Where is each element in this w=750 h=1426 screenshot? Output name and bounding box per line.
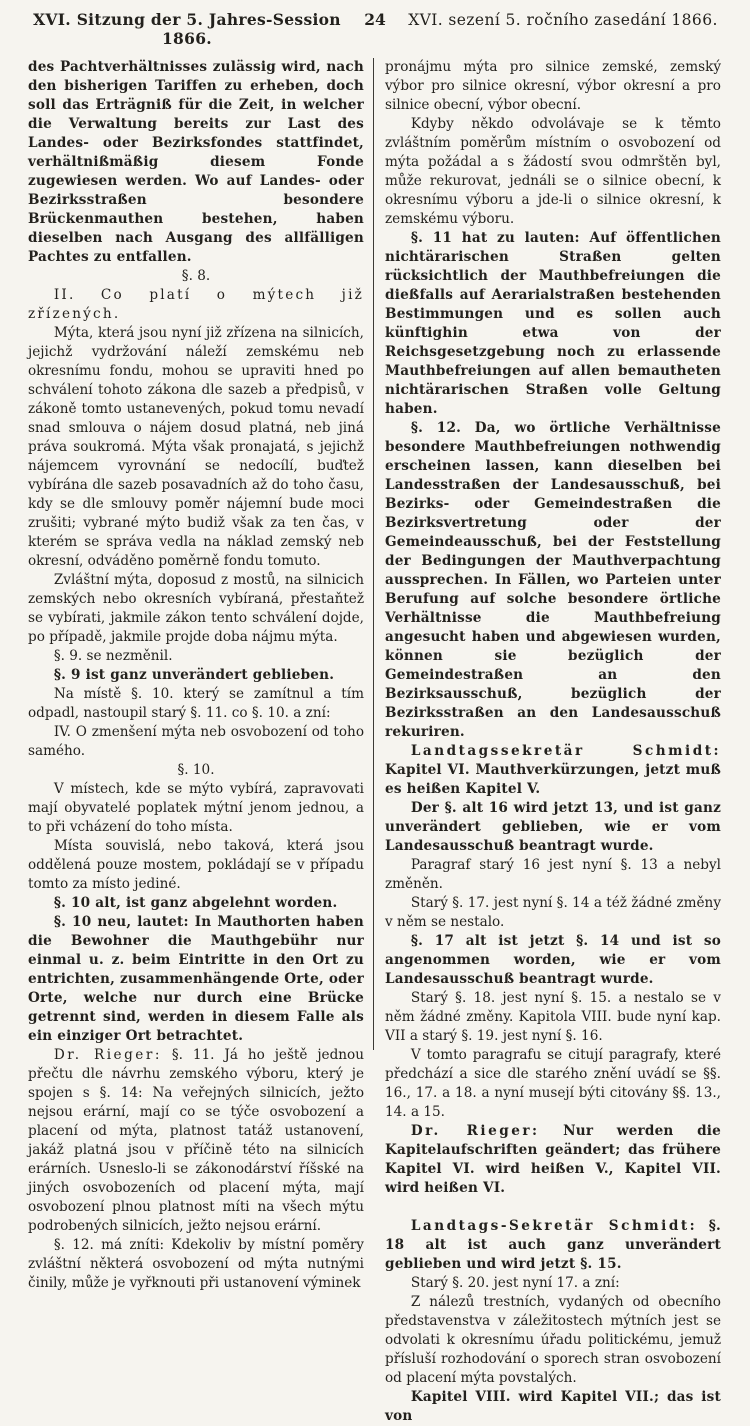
paragraph: §. 12. Da, wo örtliche Verhältnisse besondere Mauthbefreiungen nothwendig erscheinen lassen, kann dieselben bei Landesstraßen der Landesausschuß, bei Bezirks- oder Gemeindestraßen die Bezirksvertretung oder der Gemeindeausschuß, bei der Feststellung der Bedingungen der Mauthverpachtung aussprechen. In Fällen, wo Parteien unter Berufung auf solche besondere örtliche Verhältnisse die Mauthbefreiung angesucht haben und abgewiesen wurden, können sie bezüglich der Gemeindestraßen an den Bezirksausschuß, bezüglich der Bezirksstraßen an den Landesausschuß rekuriren. <box>385 420 721 740</box>
paragraph: Dr. Rieger: Nur werden die Kapitelaufschriften geändert; das frühere Kapitel VI. wird heißen V., Kapitel VII. wird heißen VI. <box>385 1123 721 1196</box>
paragraph: des Pachtverhältnisses zulässig wird, nach den bisherigen Tariffen zu erheben, doch soll das Erträgniß für die Zeit, in welcher die Verwaltung bereits zur Last des Landes- oder Bezirksfondes stattfindet, verhältnißmäßig diesem Fonde zugewiesen werden. Wo auf Landes- oder Bezirksstraßen besondere Brückenmauthen bestehen, haben dieselben nach Ausgang des allfälligen Pachtes zu entfallen. <box>28 59 364 265</box>
paragraph: Kdyby někdo odvolávaje se k těmto zvláštním poměrům místním o osvobození od mýta požádal a s žádostí svou odmrštěn byl, může rekurovat, jednáli se o silnice obecní, k okresnímu výboru a jde-li o silnice okresní, k zemskému výboru. <box>385 116 721 227</box>
paragraph: §. 11 hat zu lauten: Auf öffentlichen nichtärarischen Straßen gelten rücksichtlich der Mauthbefreiungen die dießfalls auf Aerarialstraßen bestehenden Bestimmungen und es sollen auch künftighin etwa von der Reichsgesetzgebung noch zu erlassende Mauthbefreiungen auf allen bemautheten nichtärarischen Straßen volle Geltung haben. <box>385 230 721 417</box>
paragraph: §. 10. <box>177 762 215 778</box>
page-number: 24 <box>364 10 386 29</box>
header-title-czech: XVI. sezení 5. ročního zasedání 1866. <box>408 11 718 29</box>
paragraph: Starý §. 20. jest nyní 17. a zní: <box>410 1275 620 1291</box>
paragraph: Kapitel VIII. wird Kapitel VII.; das ist von <box>385 1389 721 1424</box>
paragraph: Landtags-Sekretär Schmidt: §. 18 alt ist auch ganz unverändert geblieben und wird jetzt §. 15. <box>385 1218 721 1272</box>
speaker-name: Landtagssekretär Schmidt: <box>410 743 721 759</box>
paragraph: IV. O zmenšení mýta neb osvobození od toho samého. <box>28 724 364 759</box>
paragraph: Na místě §. 10. který se zamítnul a tím odpadl, nastoupil starý §. 11. co §. 10. a zní: <box>28 686 364 721</box>
paragraph: §. 10 alt, ist ganz abgelehnt worden. <box>53 895 338 911</box>
paragraph: Der §. alt 16 wird jetzt 13, und ist ganz unverändert geblieben, wie er vom Landesausschuß beantragt wurde. <box>385 800 721 854</box>
paragraph: Z nálezů trestních, vydaných od obecního představenstva v záležitostech mýtních jest se odvolati k okresnímu úřadu politickému, jemuž přísluší rozhodování o sporech stran osvobození od placení mýta povstalých. <box>385 1294 721 1386</box>
paragraph: §. 9 ist ganz unverändert geblieben. <box>53 667 335 683</box>
paragraph: V místech, kde se mýto vybírá, zapravovati mají obyvatelé poplatek mýtní jenom jednou, a to při vcházení do toho místa. <box>28 781 364 835</box>
paragraph: Zvláštní mýta, doposud z mostů, na silnicich zemských nebo okresních vybíraná, přestaňtež se vybírati, jakmile zákon tento schválení dojde, po případě, jakmile projde doba nájmu mýta. <box>28 572 364 645</box>
paragraph: Starý §. 18. jest nyní §. 15. a nestalo se v něm žádné změny. Kapitola VIII. bude nyní kap. VII a starý §. 19. jest nyní §. 16. <box>385 990 721 1044</box>
paragraph: II. Co platí o mýtech již zřízených. <box>28 287 364 322</box>
paragraph: §. 10 neu, lautet: In Mauthorten haben die Bewohner die Mauthgebühr nur einmal u. z. beim Eintritte in den Ort zu entrichten, zusammenhängende Orte, oder Orte, welche nur durch eine Brücke getrennt sind, werden in diesem Falle als ein einziger Ort betrachtet. <box>28 914 365 1044</box>
paragraph: pronájmu mýta pro silnice zemské, zemský výbor pro silnice okresní, výbor okresní a pro silnice obecní, výbor obecní. <box>385 59 721 113</box>
paragraph: §. 8. <box>181 268 211 284</box>
paragraph: §. 17 alt ist jetzt §. 14 und ist so angenommen worden, wie er vom Landesausschuß beantragt wurde. <box>385 933 721 987</box>
paragraph: Landtagssekretär Schmidt: Kapitel VI. Mauthverkürzungen, jetzt muß es heißen Kapitel V. <box>385 743 721 797</box>
speaker-name: Dr. Rieger: <box>53 1047 162 1063</box>
speaker-name: Landtags-Sekretär Schmidt: <box>410 1218 698 1234</box>
paragraph: Místa souvislá, nebo taková, která jsou oddělená pouze mostem, pokládají se v případu tomto za místo jediné. <box>28 838 364 892</box>
paragraph: Mýta, která jsou nyní již zřízena na silnicích, jejichž vydržování náleží zemskému neb okresnímu fondu, mohou se upraviti hned po schválení tohoto zákona dle sazeb a předpisů, v zákoně tomto ustanevených, pokud tomu nevadí snad smlouva o nájem dosud platná, neb jiná práva soukromá. Mýta však pronajatá, s jejichž nájemcem vyrovnání se nedocílí, buďtež vybírána dle sazeb posavadních až do toho času, kdy se dle smlouvy poměr nájemní bude moci zrušiti; vybrané mýto budiž však za ten čas, v kterém se správa vedla na náklad zemský neb okresní, odváděno poměrně fondu tomuto. <box>28 325 364 569</box>
page-header <box>28 10 722 48</box>
two-column-body <box>28 58 722 1426</box>
paragraph: V tomto paragrafu se citují paragrafy, které předchází a sice dle starého znění uvádí se §§. 16., 17. a 18. a nyní musejí býti citovány §§. 13., 14. a 15. <box>385 1047 721 1120</box>
column-right <box>374 58 721 1426</box>
header-title-german: XVI. Sitzung der 5. Jahres-Session 1866. <box>33 10 341 48</box>
paragraph: Starý §. 17. jest nyní §. 14 a též žádné změny v něm se nestalo. <box>385 895 721 930</box>
speaker-name: Dr. Rieger: <box>410 1123 540 1139</box>
column-left <box>28 58 373 1426</box>
paragraph: Paragraf starý 16 jest nyní §. 13 a nebyl změněn. <box>385 857 721 892</box>
paragraph: §. 9. se nezměnil. <box>53 648 173 664</box>
paragraph: Dr. Rieger: §. 11. Já ho ještě jednou přečtu dle návrhu zemského výboru, který je spojen s §. 14: Na veřejných silnicích, ježto nejsou erární, mají co se týče osvobození a placení od mýta, platnost tatáž ustanovení, jakáž platná jsou v příčině této na silnicích erárních. Usneslo-li se zákonodárství říšské na jiných osvobozeních od placení mýta, mají osvobození plnou platnost míti na všech mýtu podrobených silnicích, ježto nejsou erární. <box>28 1047 364 1234</box>
paragraph: §. 12. má zníti: Kdekoliv by místní poměry zvláštní některá osvobození od mýta nutnými činily, může je vyřknouti při ustanovení výminek <box>28 1237 364 1291</box>
